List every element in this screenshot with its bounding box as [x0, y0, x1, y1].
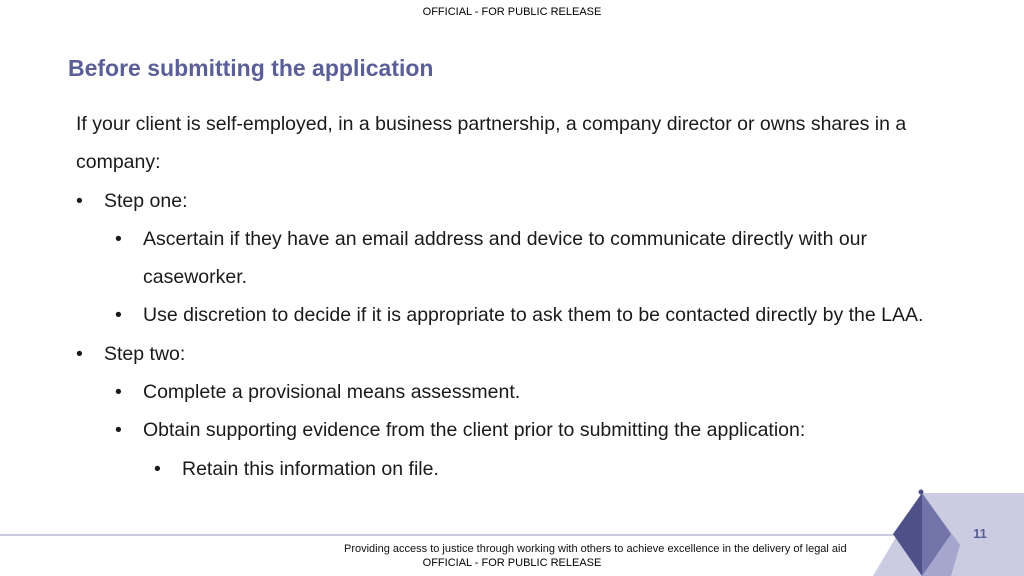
- step-one-item: • Use discretion to decide if it is appropriate to ask them to be contacted directly by the LAA.: [76, 296, 956, 334]
- intro-paragraph: If your client is self-employed, in a business partnership, a company director or owns shares in a company:: [76, 113, 907, 174]
- slide-title: Before submitting the application: [68, 55, 434, 81]
- step-two-item: • Complete a provisional means assessment.: [76, 373, 956, 411]
- step-one-item: • Ascertain if they have an email address and device to communicate directly with our caseworker.: [76, 220, 956, 297]
- step-two-label: • Step two:: [76, 335, 956, 373]
- footer-tagline: Providing access to justice through working with others to achieve excellence in the delivery of legal aid: [344, 543, 847, 555]
- step-one-label: • Step one:: [76, 182, 956, 220]
- step-two-subitem: • Retain this information on file.: [76, 450, 956, 488]
- step-two-item: • Obtain supporting evidence from the client prior to submitting the application:: [76, 411, 956, 449]
- footer-decoration-dot: [919, 490, 924, 495]
- page-number: 11: [973, 526, 987, 541]
- classification-header: OFFICIAL - FOR PUBLIC RELEASE: [422, 6, 602, 18]
- classification-footer: OFFICIAL - FOR PUBLIC RELEASE: [422, 557, 602, 569]
